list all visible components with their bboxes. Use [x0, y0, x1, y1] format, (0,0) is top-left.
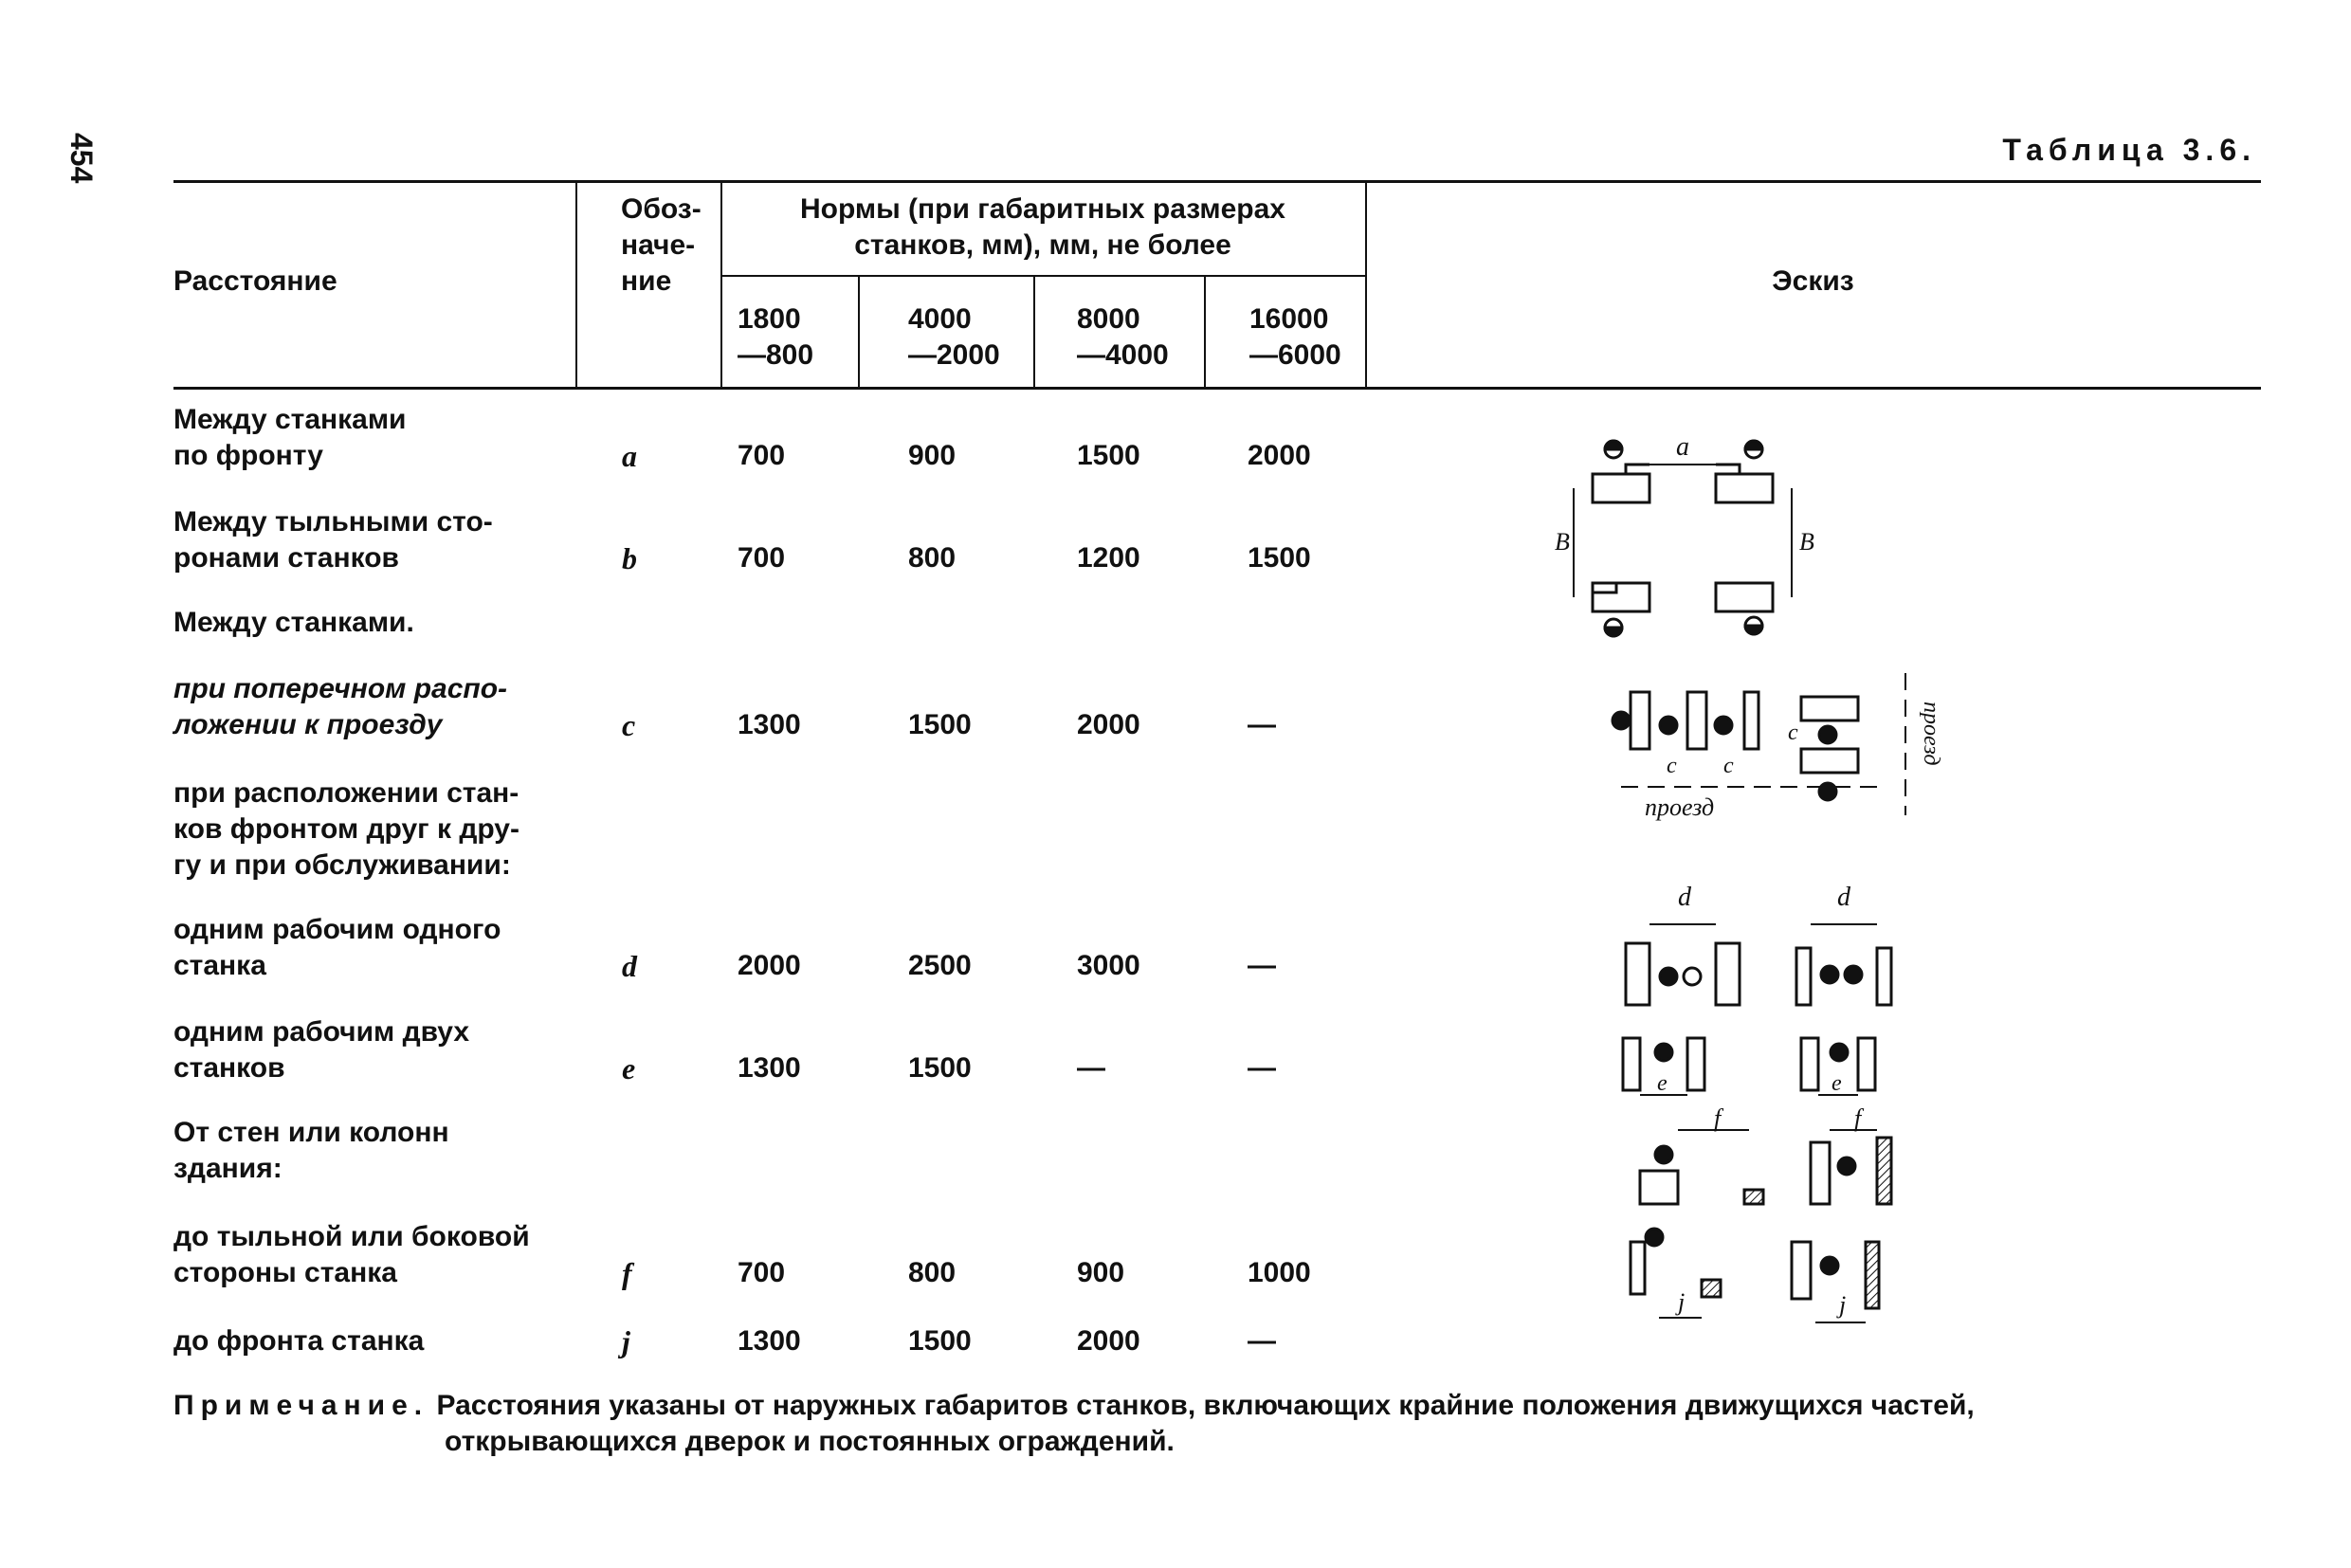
worker-icon [1838, 1158, 1855, 1175]
sketch-label-a: a [1676, 432, 1689, 462]
row-d-value-3: 3000 [1077, 950, 1140, 981]
row-f-value-2: 800 [908, 1257, 957, 1288]
row-j-description: до фронта станка [173, 1325, 425, 1357]
sketch-d [1626, 883, 1891, 1005]
sketch-label-passage-vertical: проезд [1919, 702, 1943, 766]
row-c-value-1: 1300 [738, 709, 801, 740]
sketch-c [1613, 673, 1943, 821]
row-between-machines-heading: Между станками. [173, 607, 414, 638]
sketch-label-e-2: e [1832, 1071, 1842, 1096]
machine-outline [1801, 697, 1858, 720]
row-j-value-2: 1500 [908, 1325, 972, 1357]
header-size-4 [1249, 301, 1341, 374]
row-e-symbol: e [622, 1051, 636, 1085]
machine-outline [1792, 1242, 1811, 1299]
header-symbol: Обоз- наче- ние [621, 193, 702, 297]
machine-outline [1593, 465, 1649, 502]
machine-outline [1716, 943, 1740, 1005]
worker-icon [1821, 1257, 1838, 1274]
row-b-value-3: 1200 [1077, 542, 1140, 574]
row-j-value-1: 1300 [738, 1325, 801, 1357]
machine-outline [1877, 948, 1891, 1005]
worker-icon [1745, 441, 1762, 449]
row-d-value-1: 2000 [738, 950, 801, 981]
row-j-value-4: — [1248, 1325, 1276, 1357]
page-number: 454 [64, 133, 99, 184]
machine-outline [1687, 1038, 1704, 1090]
note-line-2: открывающихся дверок и постоянных ограждений. [445, 1426, 1175, 1457]
header-norms [720, 191, 1365, 264]
note-line-1: Расстояния указаны от наружных габаритов станков, включающих крайние положения движущихся частей, [436, 1390, 1975, 1421]
worker-icon [1745, 626, 1762, 634]
size-4-upper: 16000 [1249, 303, 1329, 335]
sketch-column [1365, 389, 2261, 1365]
machine-outline [1858, 1038, 1875, 1090]
row-f-symbol: f [622, 1256, 632, 1290]
worker-icon [1821, 966, 1838, 983]
row-a-symbol: a [622, 439, 637, 473]
header-size-3 [1077, 301, 1169, 374]
row-f-value-4: 1000 [1248, 1257, 1311, 1288]
sketch-label-d-1: d [1678, 883, 1691, 912]
sketch-a-b [1555, 432, 1814, 636]
size-2-lower: —2000 [908, 339, 1000, 371]
row-c-value-3: 2000 [1077, 709, 1140, 740]
sketch-label-j-1: j [1678, 1288, 1686, 1316]
sketch-label-c-3: c [1788, 720, 1798, 745]
row-a-description: Между станками по фронту [173, 404, 407, 471]
column-hatched [1702, 1280, 1721, 1297]
row-c-value-2: 1500 [908, 709, 972, 740]
sketch-label-c-1: c [1667, 754, 1677, 778]
wall-hatched [1866, 1242, 1879, 1308]
row-c-value-4: — [1248, 709, 1276, 740]
worker-icon [1831, 1044, 1848, 1061]
worker-icon [1655, 1146, 1672, 1163]
row-b-value-2: 800 [908, 542, 957, 574]
machine-outline [1744, 692, 1759, 749]
row-b-symbol: b [622, 541, 637, 575]
row-e-value-3: — [1077, 1052, 1105, 1084]
row-b-value-4: 1500 [1248, 542, 1311, 574]
sketch-f-top [1640, 1104, 1891, 1204]
machine-outline [1716, 583, 1773, 611]
machine-outline [1640, 1171, 1678, 1204]
machine-outline [1623, 1038, 1640, 1090]
worker-icon [1605, 441, 1622, 449]
note-label: Примечание. [173, 1390, 429, 1421]
table-top-rule [173, 180, 2261, 183]
sketch-label-f-2: f [1854, 1104, 1862, 1132]
column-hatched [1744, 1190, 1763, 1204]
table-note [173, 1388, 2278, 1460]
row-e-value-4: — [1248, 1052, 1276, 1084]
size-4-lower: —6000 [1249, 339, 1341, 371]
sketch-label-c-2: c [1723, 754, 1734, 778]
header-divider-1 [575, 180, 577, 389]
row-f-description: до тыльной или боковой стороны станка [173, 1221, 530, 1288]
row-f-value-1: 700 [738, 1257, 786, 1288]
row-b-value-1: 700 [738, 542, 786, 574]
row-d-symbol: d [622, 949, 637, 983]
header-divider-5 [1204, 275, 1206, 389]
sketch-label-passage-horizontal: проезд [1645, 793, 1715, 821]
worker-icon [1819, 726, 1836, 743]
size-2-upper: 4000 [908, 303, 972, 335]
header-norms-line2: станков, мм), мм, не более [854, 229, 1231, 261]
row-c-description: при поперечном распо- ложении к проезду [173, 673, 508, 740]
sketch-e [1623, 1038, 1875, 1096]
size-3-upper: 8000 [1077, 303, 1140, 335]
machine-outline [1801, 749, 1858, 773]
row-d-value-4: — [1248, 950, 1276, 981]
row-walls-heading: От стен или колонн здания: [173, 1117, 449, 1184]
sketch-label-f-1: f [1714, 1104, 1722, 1132]
sketch-label-b-right: B [1799, 528, 1814, 556]
row-d-value-2: 2500 [908, 950, 972, 981]
sketch-label-j-2: j [1839, 1291, 1847, 1319]
worker-icon [1684, 968, 1701, 985]
row-e-value-2: 1500 [908, 1052, 972, 1084]
sketch-label-d-2: d [1837, 883, 1850, 912]
row-a-value-3: 1500 [1077, 440, 1140, 471]
row-e-description: одним рабочим двух станков [173, 1016, 470, 1084]
machine-outline [1811, 1142, 1830, 1204]
wall-hatched [1877, 1138, 1891, 1204]
size-1-upper: 1800 [738, 303, 801, 335]
row-f-value-3: 900 [1077, 1257, 1125, 1288]
worker-icon [1819, 783, 1836, 800]
header-size-1 [738, 301, 813, 374]
machine-outline [1796, 948, 1811, 1005]
norms-subheader-rule [720, 275, 1365, 277]
size-1-lower: —800 [738, 339, 814, 371]
header-sketch: Эскиз [1772, 265, 1854, 297]
sketch-label-e-1: e [1657, 1071, 1668, 1096]
header-size-2 [908, 301, 1000, 374]
machine-outline [1801, 1038, 1818, 1090]
worker-icon [1613, 712, 1630, 729]
row-a-value-4: 2000 [1248, 440, 1311, 471]
sketch-j [1631, 1229, 1879, 1322]
machine-outline [1593, 583, 1649, 611]
machine-outline [1631, 1242, 1645, 1294]
table-caption: Таблица 3.6. [2002, 133, 2256, 167]
machine-outline [1626, 943, 1649, 1005]
worker-icon [1845, 966, 1862, 983]
header-divider-3 [858, 275, 860, 389]
row-d-description: одним рабочим одного станка [173, 914, 501, 981]
row-j-symbol: j [622, 1324, 630, 1358]
worker-icon [1646, 1229, 1663, 1246]
worker-icon [1605, 628, 1622, 636]
header-distance: Расстояние [173, 265, 337, 297]
worker-icon [1715, 717, 1732, 734]
row-b-description: Между тыльными сто- ронами станков [173, 506, 493, 574]
row-a-value-1: 700 [738, 440, 786, 471]
header-norms-line1: Нормы (при габаритных размерах [799, 193, 1285, 225]
row-c-symbol: c [622, 708, 636, 742]
row-e-value-1: 1300 [738, 1052, 801, 1084]
machine-outline [1687, 692, 1706, 749]
row-a-value-2: 900 [908, 440, 957, 471]
header-divider-4 [1033, 275, 1035, 389]
size-3-lower: —4000 [1077, 339, 1169, 371]
worker-icon [1655, 1044, 1672, 1061]
sketch-label-b-left: B [1555, 528, 1570, 556]
machine-outline [1631, 692, 1649, 749]
machine-outline [1716, 465, 1773, 502]
worker-icon [1660, 968, 1677, 985]
row-front-to-front-heading: при расположении стан- ков фронтом друг к дру- гу и при обслуживании: [173, 777, 519, 881]
row-j-value-3: 2000 [1077, 1325, 1140, 1357]
worker-icon [1660, 717, 1677, 734]
